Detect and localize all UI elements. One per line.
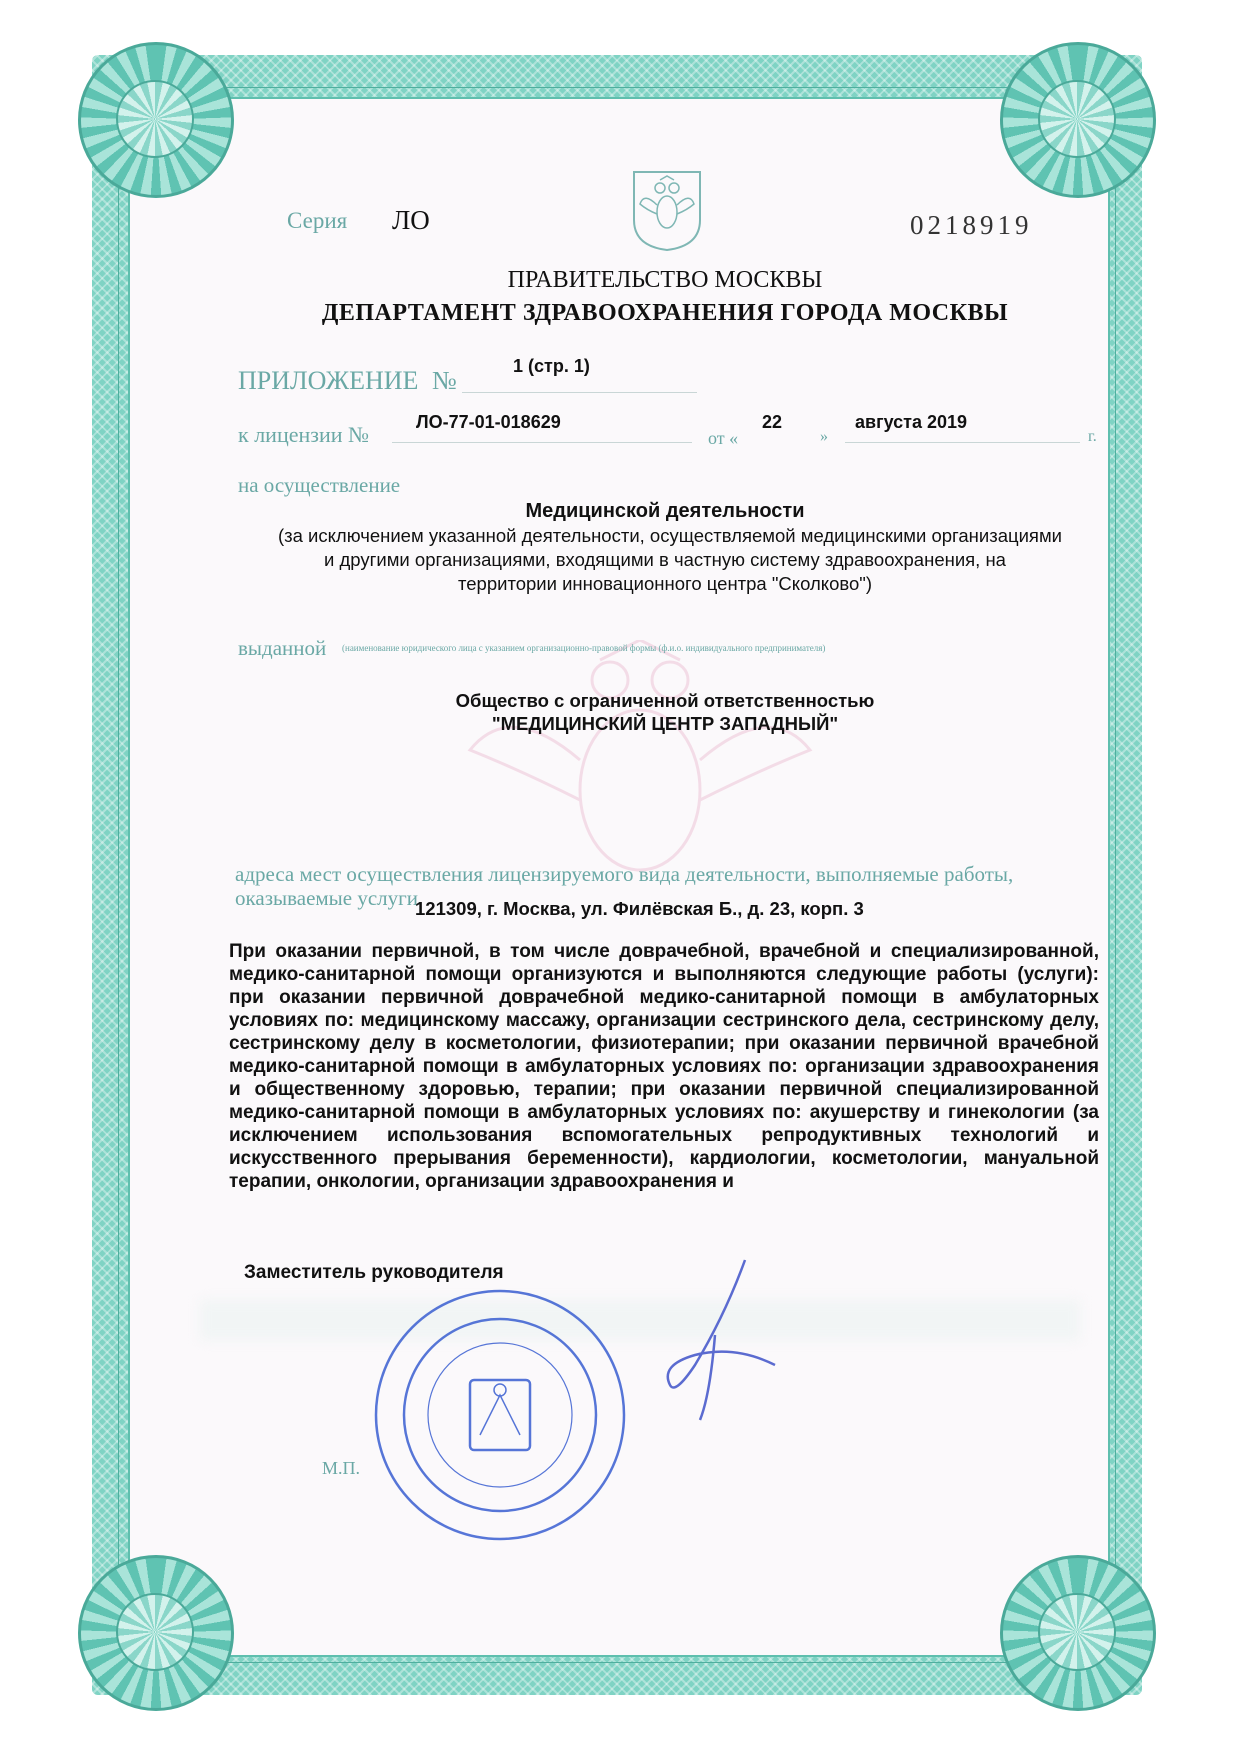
series-value: ЛО (392, 205, 430, 235)
organization-name: "МЕДИЦИНСКИЙ ЦЕНТР ЗАПАДНЫЙ" (491, 713, 839, 734)
appendix-number-value: 1 (стр. 1) (513, 356, 590, 376)
organization-form: Общество с ограниченной ответственностью (455, 690, 875, 711)
official-seal-icon (370, 1285, 630, 1545)
activity-label: на осуществление (238, 473, 401, 497)
signatory-position: Заместитель руководителя (244, 1262, 504, 1283)
department-title: ДЕПАРТАМЕНТ ЗДРАВООХРАНЕНИЯ ГОРОДА МОСКВЫ (321, 300, 1009, 326)
appendix-label: ПРИЛОЖЕНИЕ (238, 366, 419, 395)
license-month-year: августа 2019 (855, 412, 968, 432)
appendix-number-sign: № (432, 366, 457, 395)
corner-rosette-top-right (1000, 42, 1156, 198)
issued-hint: (наименование юридического лица с указанием организационно-правовой формы (ф.и.о. индивидуального предпринимателя) (342, 643, 826, 653)
services-description: При оказании первичной, в том числе доврачебной, врачебной и специализированной, медико-санитарной помощи организуются и выполняются следующие работы (услуги): при оказании первичной доврачебной медико-санитарной помощи в амбулаторных условиях по: медицинскому массажу, организации сестринского дела, сестринскому делу, сестринскому делу в косметологии, физиотерапии; при оказании первичной врачебной медико-санитарной помощи в амбулаторных условиях по: организации здравоохранения и общественному здоровью, терапии; при оказании первичной специализированной медико-санитарной помощи в амбулаторных условиях по: акушерству и гинекологии (за исключением использования вспомогательных репродуктивных технологий и искусственного прерывания беременности), кардиологии, косметологии, мануальной терапии, онкологии, организации здравоохранения и (229, 941, 1099, 1192)
series-label: Серия (287, 208, 348, 233)
license-day: 22 (762, 412, 783, 432)
signature-icon (655, 1255, 805, 1425)
license-date-underline (845, 442, 1080, 443)
blank-number: 0218919 (910, 210, 1033, 240)
redacted-signature-line (200, 1300, 1080, 1340)
issued-label: выданной (238, 636, 327, 660)
address-label-line1: адреса мест осуществления лицензируемого вида деятельности, выполняемые работы, (235, 862, 1014, 886)
corner-rosette-top-left (78, 42, 234, 198)
stamp-place-label: М.П. (322, 1458, 361, 1478)
corner-rosette-bottom-left (78, 1555, 234, 1711)
address-label-line2: оказываемые услуги (235, 886, 419, 910)
license-underline (392, 442, 692, 443)
license-label: к лицензии № (238, 422, 369, 447)
government-title: ПРАВИТЕЛЬСТВО МОСКВЫ (507, 267, 823, 293)
appendix-underline (462, 392, 697, 393)
license-number: ЛО-77-01-018629 (416, 412, 561, 432)
eagle-watermark-icon (450, 640, 830, 900)
activity-title: Медицинской деятельности (525, 500, 805, 522)
address-value: 121309, г. Москва, ул. Филёвская Б., д. 23, корп. 3 (415, 898, 864, 919)
corner-rosette-bottom-right (1000, 1555, 1156, 1711)
license-from-label: от « (708, 428, 739, 448)
activity-exclusion-line1: (за исключением указанной деятельности, осуществляемой медицинскими организациями (277, 525, 1063, 546)
coat-of-arms-icon (632, 170, 702, 252)
license-year-suffix: г. (1088, 428, 1097, 445)
activity-exclusion-line2: и другими организациями, входящими в частную систему здравоохранения, на (324, 549, 1006, 570)
activity-exclusion-line3: территории инновационного центра "Сколково") (457, 573, 872, 594)
license-quote-close: » (820, 428, 828, 445)
